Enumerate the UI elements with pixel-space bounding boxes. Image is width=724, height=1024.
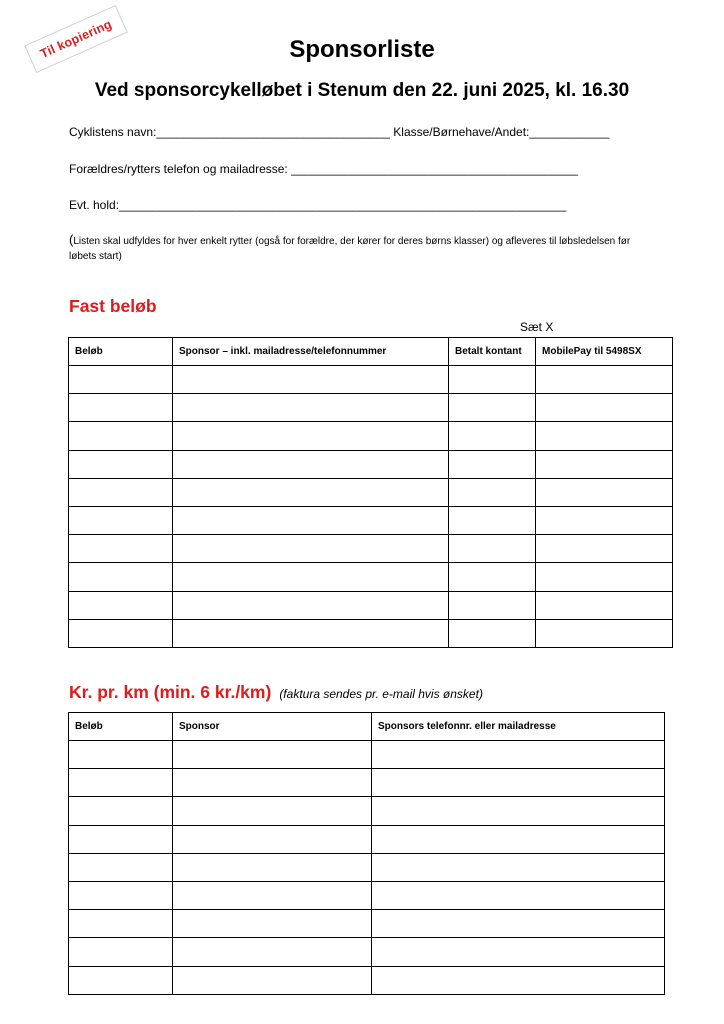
copy-stamp-text: Til kopiering [38, 17, 114, 61]
table-cell[interactable] [536, 591, 673, 619]
table-cell[interactable] [536, 478, 673, 506]
table-cell[interactable] [536, 506, 673, 534]
instructions-note [69, 232, 659, 264]
table-cell[interactable] [69, 938, 173, 966]
table-cell[interactable] [449, 619, 536, 647]
table-cell[interactable] [173, 535, 449, 563]
table-cell[interactable] [69, 741, 173, 769]
table-cell[interactable] [69, 450, 173, 478]
table-row [69, 825, 665, 853]
table-cell[interactable] [173, 825, 372, 853]
table-cell[interactable] [173, 797, 372, 825]
table-cell[interactable] [372, 741, 665, 769]
table-cell[interactable] [173, 478, 449, 506]
table-row [69, 741, 665, 769]
table-cell[interactable] [69, 478, 173, 506]
col-header-paid-cash: Betalt kontant [449, 338, 536, 366]
team-field[interactable]: Evt. hold:___________________________________________________________________ [69, 198, 567, 212]
table-cell[interactable] [69, 966, 173, 994]
table-row [69, 966, 665, 994]
table-row [69, 535, 673, 563]
table-cell[interactable] [69, 853, 173, 881]
col-header-mobilepay: MobilePay til 5498SX [536, 338, 673, 366]
table-cell[interactable] [69, 910, 173, 938]
table-cell[interactable] [372, 769, 665, 797]
table-cell[interactable] [69, 591, 173, 619]
table-cell[interactable] [69, 563, 173, 591]
table-cell[interactable] [372, 938, 665, 966]
table-row [69, 938, 665, 966]
table-row [69, 881, 665, 909]
table-row [69, 394, 673, 422]
table-cell[interactable] [69, 881, 173, 909]
table-cell[interactable] [536, 366, 673, 394]
table-cell[interactable] [173, 966, 372, 994]
table-row [69, 563, 673, 591]
table-cell[interactable] [69, 619, 173, 647]
rider-name-field[interactable]: Cyklistens navn:___________________________________ Klasse/Børnehave/Andet:____________ [69, 125, 610, 139]
table-cell[interactable] [372, 853, 665, 881]
table-cell[interactable] [69, 394, 173, 422]
fixed-amount-table [68, 337, 673, 648]
table-cell[interactable] [173, 563, 449, 591]
table-cell[interactable] [449, 422, 536, 450]
table-cell[interactable] [536, 394, 673, 422]
table-row [69, 422, 673, 450]
table-cell[interactable] [536, 619, 673, 647]
per-km-table [68, 712, 665, 995]
table-cell[interactable] [372, 910, 665, 938]
table-header-row [69, 338, 673, 366]
table-cell[interactable] [173, 910, 372, 938]
note-text: Listen skal udfyldes for hver enkelt rytter (også for forældre, der kører for deres børns klasser) og afleveres til løbsledelsen før løbets start) [69, 236, 631, 262]
table-cell[interactable] [69, 422, 173, 450]
table-cell[interactable] [69, 797, 173, 825]
table-cell[interactable] [372, 797, 665, 825]
table-row [69, 797, 665, 825]
per-km-heading [69, 682, 483, 703]
mark-x-label: Sæt X [520, 320, 554, 334]
note-open-paren: ( [69, 232, 74, 247]
table-cell[interactable] [449, 366, 536, 394]
table-cell[interactable] [372, 825, 665, 853]
table-cell[interactable] [449, 591, 536, 619]
col-header-sponsor: Sponsor [173, 713, 372, 741]
per-km-title: Kr. pr. km (min. 6 kr./km) [69, 682, 272, 702]
table-cell[interactable] [536, 450, 673, 478]
table-row [69, 450, 673, 478]
table-cell[interactable] [449, 394, 536, 422]
fixed-amount-heading: Fast beløb [69, 296, 157, 316]
table-row [69, 769, 665, 797]
table-cell[interactable] [536, 535, 673, 563]
parent-contact-field[interactable]: Forældres/rytters telefon og mailadresse: ___________________________________________ [69, 162, 579, 176]
table-header-row [69, 713, 665, 741]
table-cell[interactable] [173, 741, 372, 769]
table-cell[interactable] [173, 619, 449, 647]
per-km-note: (faktura sendes pr. e-mail hvis ønsket) [279, 687, 483, 701]
page-subtitle: Ved sponsorcykelløbet i Stenum den 22. juni 2025, kl. 16.30 [94, 80, 630, 101]
table-cell[interactable] [449, 563, 536, 591]
col-header-sponsor-contact: Sponsors telefonnr. eller mailadresse [372, 713, 665, 741]
table-cell[interactable] [69, 769, 173, 797]
col-header-sponsor: Sponsor – inkl. mailadresse/telefonnummer [173, 338, 449, 366]
col-header-amount: Beløb [69, 338, 173, 366]
table-row [69, 478, 673, 506]
table-cell[interactable] [173, 769, 372, 797]
table-cell[interactable] [449, 535, 536, 563]
table-cell[interactable] [173, 450, 449, 478]
table-cell[interactable] [173, 881, 372, 909]
table-cell[interactable] [173, 506, 449, 534]
table-cell[interactable] [173, 422, 449, 450]
table-row [69, 366, 673, 394]
table-cell[interactable] [173, 591, 449, 619]
table-row [69, 619, 673, 647]
table-cell[interactable] [69, 506, 173, 534]
table-row [69, 506, 673, 534]
table-cell[interactable] [173, 394, 449, 422]
table-cell[interactable] [173, 853, 372, 881]
table-cell[interactable] [173, 366, 449, 394]
table-cell[interactable] [536, 563, 673, 591]
table-cell[interactable] [449, 450, 536, 478]
table-cell[interactable] [536, 422, 673, 450]
table-cell[interactable] [69, 366, 173, 394]
table-cell[interactable] [372, 966, 665, 994]
table-row [69, 853, 665, 881]
table-cell[interactable] [449, 478, 536, 506]
table-cell[interactable] [69, 535, 173, 563]
col-header-amount: Beløb [69, 713, 173, 741]
table-cell[interactable] [69, 825, 173, 853]
table-cell[interactable] [449, 506, 536, 534]
table-row [69, 910, 665, 938]
page-title: Sponsorliste [289, 36, 435, 63]
table-cell[interactable] [173, 938, 372, 966]
table-cell[interactable] [372, 881, 665, 909]
table-row [69, 591, 673, 619]
